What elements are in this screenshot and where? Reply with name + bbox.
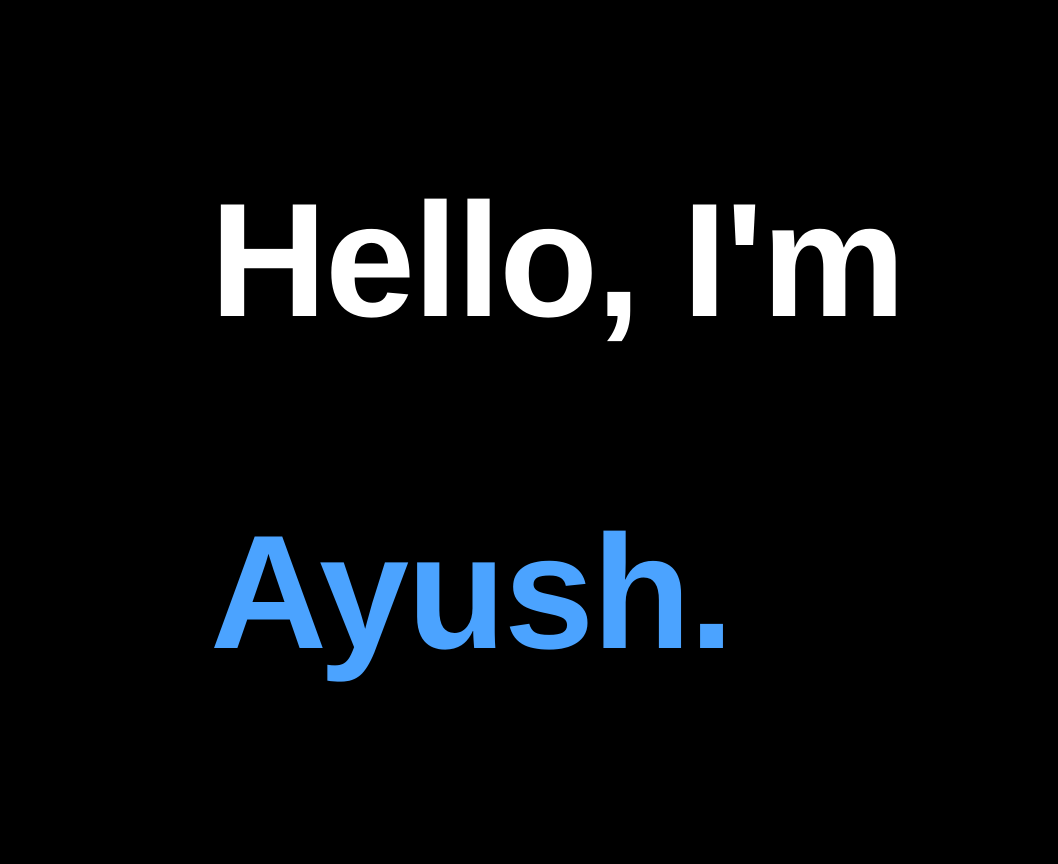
hero-greeting: Hello, I'm [210, 170, 904, 351]
hero-name: Ayush. [210, 502, 733, 683]
